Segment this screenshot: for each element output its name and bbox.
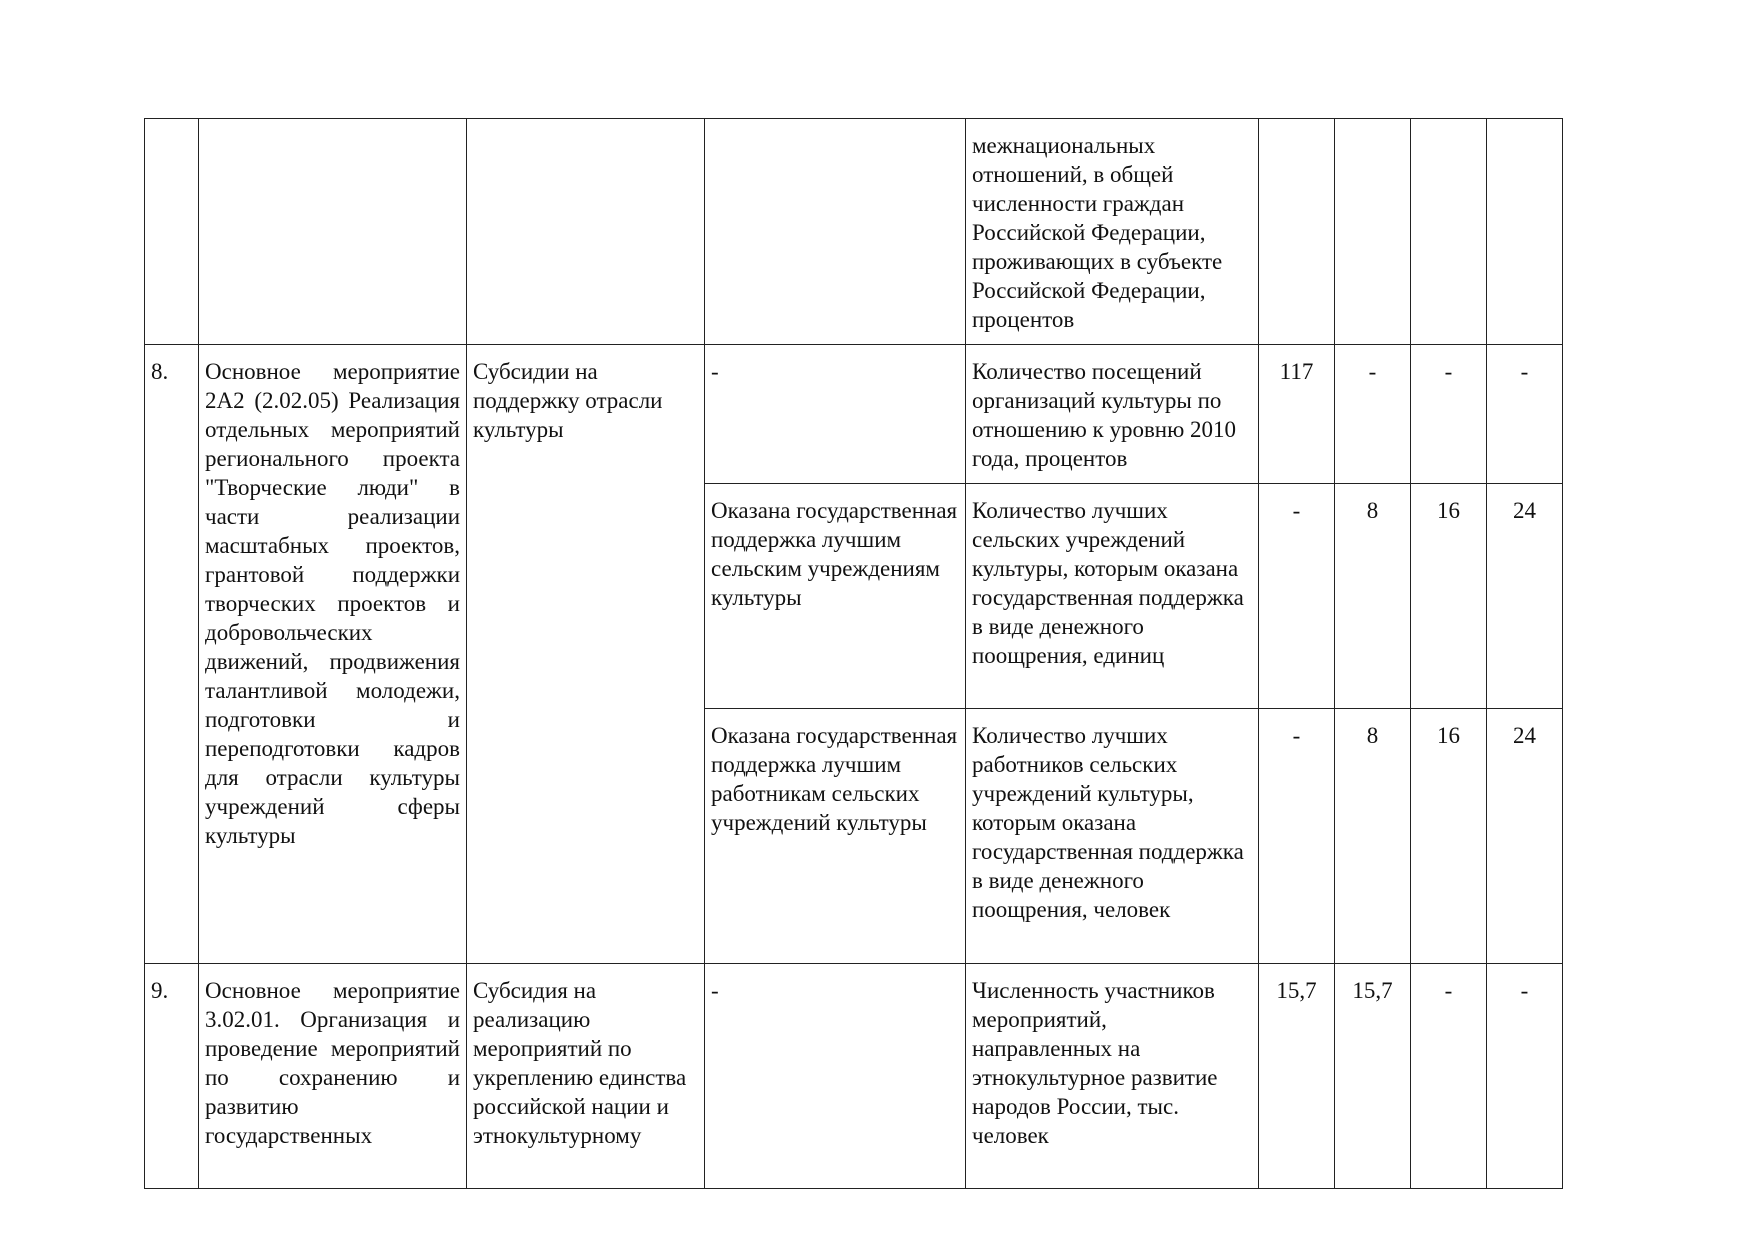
cell-value bbox=[1411, 119, 1487, 345]
cell-value: 24 bbox=[1487, 709, 1563, 964]
cell-result: - bbox=[705, 964, 966, 1189]
table-row bbox=[145, 345, 1563, 484]
cell-value bbox=[1335, 119, 1411, 345]
cell-value: - bbox=[1487, 964, 1563, 1189]
cell-result bbox=[705, 119, 966, 345]
cell-funding: Субсидии на поддержку отрасли культуры bbox=[467, 345, 705, 964]
cell-indicator: Количество лучших сельских учреждений культуры, которым оказана государственная поддержка в виде денежного поощрения, единиц bbox=[966, 484, 1259, 709]
cell-value: - bbox=[1259, 709, 1335, 964]
cell-value: 15,7 bbox=[1259, 964, 1335, 1189]
cell-event: Основное мероприятие 3.02.01. Организация и проведение мероприятий по сохранению и развитию государственных bbox=[199, 964, 467, 1189]
cell-result: Оказана государственная поддержка лучшим сельским учреждениям культуры bbox=[705, 484, 966, 709]
cell-value: 16 bbox=[1411, 709, 1487, 964]
cell-value: 8 bbox=[1335, 709, 1411, 964]
cell-indicator: межнациональных отношений, в общей численности граждан Российской Федерации, проживающих в субъекте Российской Федерации, процентов bbox=[966, 119, 1259, 345]
table-row bbox=[145, 964, 1563, 1189]
cell-value bbox=[1487, 119, 1563, 345]
cell-value: 24 bbox=[1487, 484, 1563, 709]
cell-result: - bbox=[705, 345, 966, 484]
cell-value: - bbox=[1259, 484, 1335, 709]
cell-value: - bbox=[1411, 964, 1487, 1189]
program-measures-table bbox=[144, 118, 1563, 1189]
cell-funding: Субсидия на реализацию мероприятий по укреплению единства российской нации и этнокультурному bbox=[467, 964, 705, 1189]
cell-value: - bbox=[1411, 345, 1487, 484]
cell-indicator: Численность участников мероприятий, направленных на этнокультурное развитие народов России, тыс. человек bbox=[966, 964, 1259, 1189]
cell-value: - bbox=[1487, 345, 1563, 484]
cell-result: Оказана государственная поддержка лучшим работникам сельских учреждений культуры bbox=[705, 709, 966, 964]
cell-value: - bbox=[1335, 345, 1411, 484]
cell-number bbox=[145, 119, 199, 345]
cell-indicator: Количество посещений организаций культуры по отношению к уровню 2010 года, процентов bbox=[966, 345, 1259, 484]
cell-value: 16 bbox=[1411, 484, 1487, 709]
cell-event bbox=[199, 119, 467, 345]
cell-value: 15,7 bbox=[1335, 964, 1411, 1189]
cell-value: 8 bbox=[1335, 484, 1411, 709]
cell-event: Основное мероприятие 2А2 (2.02.05) Реализация отдельных мероприятий регионального проекта "Творческие люди" в части реализации масштабных проектов, грантовой поддержки творческих проектов и добровольческих движений, продвижения талантливой молодежи, подготовки и переподготовки кадров для отрасли культуры учреждений сферы культуры bbox=[199, 345, 467, 964]
cell-number: 8. bbox=[145, 345, 199, 964]
table-row bbox=[145, 119, 1563, 345]
cell-value: 117 bbox=[1259, 345, 1335, 484]
cell-funding bbox=[467, 119, 705, 345]
cell-number: 9. bbox=[145, 964, 199, 1189]
cell-indicator: Количество лучших работников сельских учреждений культуры, которым оказана государственная поддержка в виде денежного поощрения, человек bbox=[966, 709, 1259, 964]
cell-value bbox=[1259, 119, 1335, 345]
